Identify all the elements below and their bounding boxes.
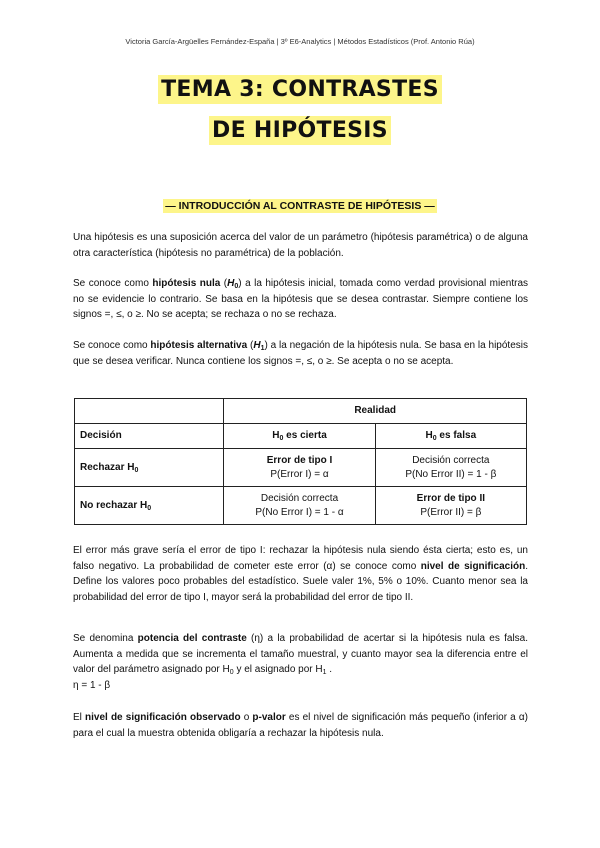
header-h0-cierta: $H_0$ es cierta bbox=[224, 424, 375, 449]
header-h0-falsa: $H_0$ es falsa bbox=[375, 424, 526, 449]
table-row bbox=[75, 449, 527, 487]
term-p-valor: p-valor bbox=[252, 712, 286, 723]
page-title-cont: DE HIPÓTESIS bbox=[209, 116, 391, 145]
title-line-1 bbox=[0, 77, 600, 102]
cell-correcta-2: Decisión correcta P(No Error I) = 1 - α bbox=[224, 487, 375, 525]
paragraph-p-valor: El nivel de significación observado o p-valor es el nivel de significación más pequeño (inferior a α) para el cual la muestra obtenida obligaría a rechazar la hipótesis nula. bbox=[73, 712, 528, 739]
term-alt-hypothesis: hipótesis alternativa bbox=[150, 340, 248, 351]
title-line-2 bbox=[0, 118, 600, 143]
term-nivel-significacion: nivel de significación bbox=[420, 560, 526, 572]
paragraph-error-type: El error más grave sería el error de tipo I: rechazar la hipótesis nula siendo ésta cierta; esto es, un falso negativo. La probabilidad de cometer este error (α) se conoce como nivel de significación. Define los valores poco probables del estadístico. Suele valer 1%, 5% o 10%. Cuanto menor sea la probabilidad del error de tipo I, mayor será la probabilidad del error de tipo II. bbox=[73, 545, 529, 603]
table-row bbox=[75, 424, 527, 449]
section-heading: — INTRODUCCIÓN AL CONTRASTE DE HIPÓTESIS — bbox=[165, 200, 435, 212]
page-title: TEMA 3: CONTRASTES bbox=[158, 75, 442, 104]
row-no-rechazar: No rechazar $H_0$ bbox=[75, 487, 224, 525]
paragraph-potencia: Se denomina potencia del contraste (η) a la probabilidad de acertar si la hipótesis nula es falsa. Aumenta a medida que se incrementa el tamaño muestral, y cuanto mayor sea la diferencia entre el valor del parámetro asignado por $H_0$ y el asignado por $H_1$ . η = 1 - β bbox=[73, 633, 529, 691]
term-null-hypothesis: hipótesis nula bbox=[152, 278, 221, 289]
row-rechazar: Rechazar $H_0$ bbox=[75, 449, 224, 487]
paragraph-alt-hypothesis: Se conoce como hipótesis alternativa $(H_1)$ a la negación de la hipótesis nula. Se basa en la hipótesis que se desea verificar. Nunca contiene los signos =, ≤, o ≥. Se acepta o no se acepta. bbox=[73, 340, 528, 367]
cell-correcta-1: Decisión correcta P(No Error II) = 1 - β bbox=[375, 449, 526, 487]
term-nivel-observado: nivel de significación observado bbox=[85, 712, 241, 723]
decision-table bbox=[74, 398, 527, 525]
term-potencia: potencia del contraste bbox=[137, 633, 247, 644]
table-row bbox=[75, 399, 527, 424]
cell-error-tipo-2: Error de tipo II P(Error II) = β bbox=[375, 487, 526, 525]
paragraph-null-hypothesis: Se conoce como hipótesis nula $(H_0)$ a la hipótesis inicial, tomada como verdad provisional mientras no se evidencie lo contrario. Se basa en la hipótesis que se desea contrastar. Siempre contiene los signos =, ≤, o ≥. No se acepta; se rechaza o no se rechaza. bbox=[73, 278, 529, 320]
table-row bbox=[75, 487, 527, 525]
cell-error-tipo-1: Error de tipo I P(Error I) = α bbox=[224, 449, 375, 487]
paragraph-definition: Una hipótesis es una suposición acerca del valor de un parámetro (hipótesis paramétrica) o de alguna otra característica (hipótesis no paramétrica) de la población. bbox=[73, 232, 528, 259]
formula-potencia: η = 1 - β bbox=[73, 679, 111, 691]
header-decision: Decisión bbox=[75, 424, 224, 449]
header-realidad: Realidad bbox=[224, 399, 527, 424]
page-header: Victoria García-Argüelles Fernández-España | 3º E6-Analytics | Métodos Estadísticos (Prof. Antonio Rúa) bbox=[125, 37, 475, 46]
